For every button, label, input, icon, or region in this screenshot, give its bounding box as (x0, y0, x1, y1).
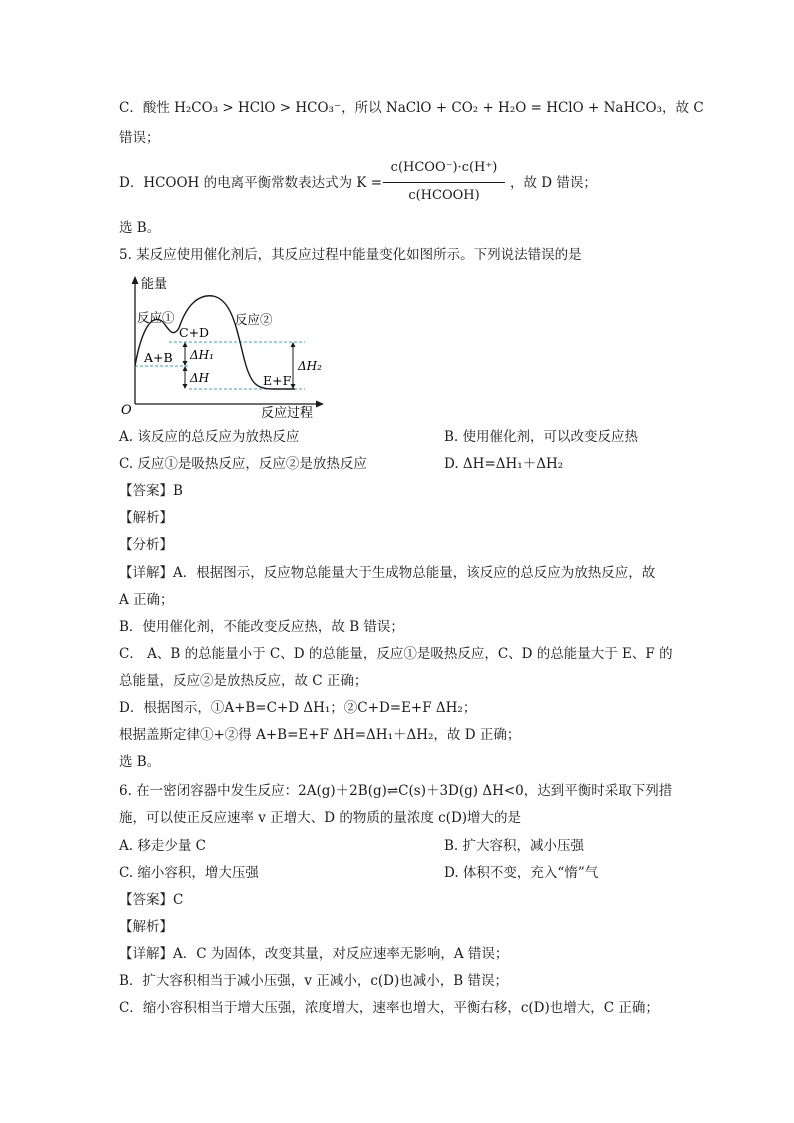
label-dh1: ΔH₁ (190, 348, 214, 362)
q5-option-d: D. ΔH=ΔH₁＋ΔH₂ (444, 456, 564, 472)
question-5: 5. 某反应使用催化剂后，其反应过程中能量变化如图所示。下列说法错误的是 (119, 247, 582, 263)
choose-b-1: 选 B。 (119, 220, 161, 236)
y-axis-label: 能量 (141, 277, 168, 292)
detail-5-line4: C． A、B 的总能量小于 C、D 的总能量，反应①是吸热反应，C、D 的总能量大于 E、F 的 (119, 646, 673, 662)
detail-5-line6: D．根据图示，①A+B=C+D ΔH₁；②C+D=E+F ΔH₂； (119, 700, 477, 716)
dh2-arrow-up (291, 342, 296, 347)
option-c-line1: C．酸性 H₂CO₃ > HClO > HCO₃⁻，所以 NaClO + CO₂ + H₂O = HClO + NaHCO₃，故 C (119, 100, 704, 116)
label-dh2: ΔH₂ (298, 359, 322, 373)
origin-label: O (121, 403, 132, 418)
x-axis-label: 反应过程 (261, 406, 314, 421)
k-denominator: c(HCOOH) (408, 188, 480, 203)
q5-option-c: C. 反应①是吸热反应，反应②是放热反应 (119, 456, 367, 472)
choose-b-2: 选 B。 (119, 754, 161, 770)
jiexi-5: 【解析】 (119, 510, 173, 526)
detail-5-line1: 【详解】A．根据图示，反应物总能量大于生成物总能量，该反应的总反应为放热反应，故 (119, 565, 656, 581)
dh1-arrow-up (183, 342, 188, 347)
answer-6: 【答案】C (119, 892, 184, 908)
detail-5-line5: 总能量，反应②是放热反应，故 C 正确； (119, 673, 368, 689)
fenxi-5: 【分析】 (119, 537, 173, 553)
q6-option-c: C. 缩小容积，增大压强 (119, 865, 259, 881)
x-axis-arrow (316, 401, 324, 408)
q6-option-b: B. 扩大容积，减小压强 (444, 838, 585, 854)
detail-5-line7: 根据盖斯定律①+②得 A+B=E+F ΔH=ΔH₁＋ΔH₂，故 D 正确； (119, 727, 521, 743)
q6-option-d: D. 体积不变，充入“惰”气 (444, 865, 599, 881)
dh1-arrow-down (183, 361, 188, 366)
label-dh: ΔH (190, 371, 210, 385)
label-ef: E+F (263, 373, 292, 388)
label-reaction-1: 反应① (137, 310, 175, 325)
detail-6-line2: B．扩大容积相当于减小压强，v 正减小，c(D)也减小，B 错误； (119, 973, 508, 989)
option-d-suffix: ，故 D 错误； (510, 175, 597, 191)
y-axis-arrow (132, 276, 139, 284)
question-6-line2: 施，可以使正反应速率 v 正增大、D 的物质的量浓度 c(D)增大的是 (119, 810, 522, 826)
question-6-line1: 6. 在一密闭容器中发生反应：2A(g)＋2B(g)⇌C(s)＋3D(g) ΔH<0，达到平衡时采取下列措 (119, 783, 673, 799)
label-cd: C+D (179, 325, 210, 340)
dh-arrow-up (183, 366, 188, 371)
q5-option-a: A. 该反应的总反应为放热反应 (119, 429, 300, 445)
jiexi-6: 【解析】 (119, 919, 173, 935)
detail-6-line1: 【详解】A．C 为固体，改变其量，对反应速率无影响，A 错误； (119, 946, 509, 962)
fraction-bar (383, 182, 505, 183)
answer-5: 【答案】B (119, 483, 183, 499)
detail-5-line3: B．使用催化剂，不能改变反应热，故 B 错误； (119, 619, 404, 635)
dh-arrow-down (183, 384, 188, 389)
energy-diagram (117, 272, 327, 422)
detail-6-line3: C．缩小容积相当于增大压强，浓度增大，速率也增大，平衡右移，c(D)也增大，C 正确； (119, 1000, 659, 1016)
q5-option-b: B. 使用催化剂，可以改变反应热 (444, 429, 639, 445)
q6-option-a: A. 移走少量 C (119, 838, 206, 854)
detail-5-line2: A 正确； (119, 592, 174, 608)
label-ab: A+B (144, 350, 173, 365)
option-d-prefix: D．HCOOH 的电离平衡常数表达式为 K = (119, 175, 383, 191)
label-reaction-2: 反应② (235, 312, 273, 327)
option-c-line2: 错误； (119, 130, 160, 146)
k-numerator: c(HCOO⁻)·c(H⁺) (390, 160, 498, 175)
